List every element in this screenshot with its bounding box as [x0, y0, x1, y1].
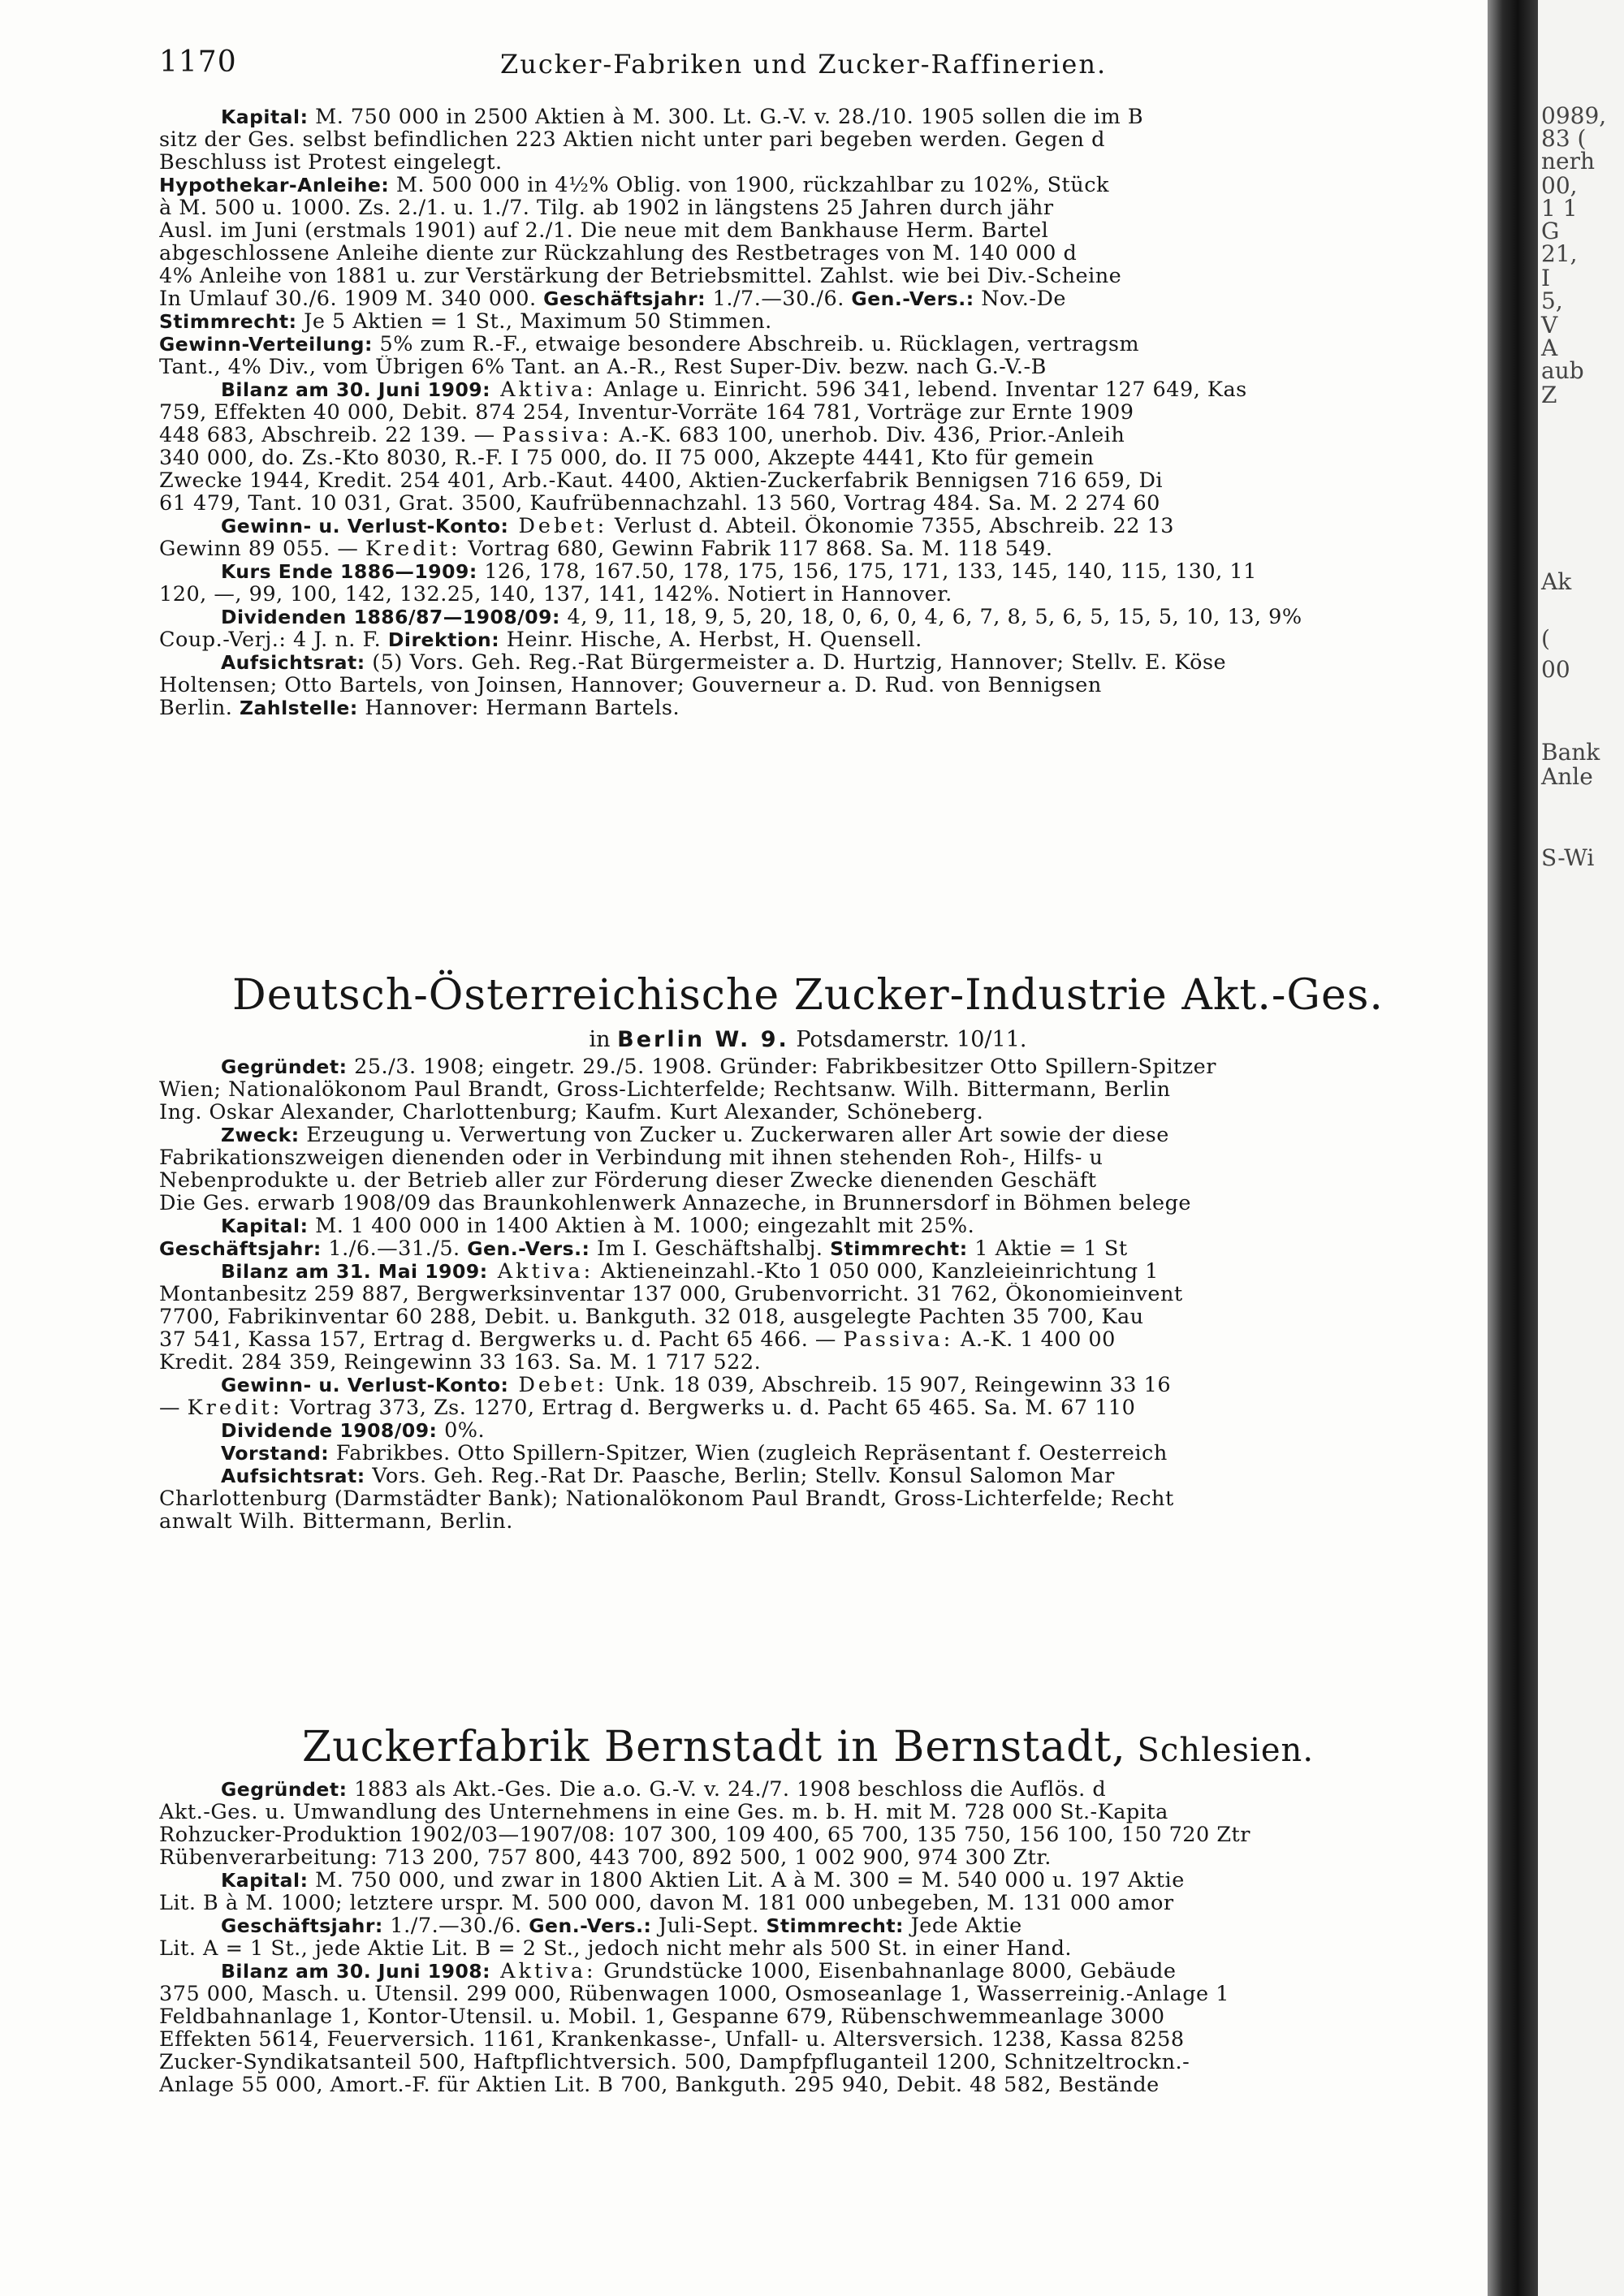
field-label: Gewinn- u. Verlust-Konto: — [221, 1374, 509, 1396]
text-line — [159, 378, 1457, 401]
line-text: A.-K. 1 400 00 — [953, 1328, 1116, 1351]
text-line — [159, 1442, 1457, 1465]
adjacent-page-fragment: Z — [1541, 382, 1557, 408]
field-label: Vorstand: — [221, 1442, 330, 1465]
company-title-location: Schlesien. — [1125, 1732, 1315, 1769]
company-title-deutsch-oesterreichische: Deutsch-Österreichische Zucker-Industrie Akt.-Ges. — [232, 971, 1384, 1020]
line-text: 25./3. 1908; eingetr. 29./5. 1908. Gründer: Fabrikbesitzer Otto Spillern-Spitzer — [347, 1055, 1216, 1078]
line-text: Verlust d. Abteil. Ökonomie 7355, Abschreib. 22 13 — [607, 515, 1175, 537]
text-line — [159, 651, 1457, 674]
line-text: Berlin. — [159, 697, 240, 719]
line-text: Rohzucker-Produktion 1902/03—1907/08: 107 300, 109 400, 65 700, 135 750, 156 100, 150 720 Ztr — [159, 1823, 1250, 1846]
adjacent-page-fragment: Bank — [1541, 739, 1600, 766]
field-label: Stimmrecht: — [159, 310, 297, 333]
field-label: Bilanz am 31. Mai 1909: — [221, 1260, 488, 1283]
text-line — [159, 606, 1457, 628]
field-label: Stimmrecht: — [830, 1237, 968, 1260]
address-prefix: in — [589, 1027, 618, 1052]
line-text: Jede Aktie — [903, 1914, 1022, 1937]
text-line — [159, 1960, 1457, 1983]
text-line — [159, 1283, 1457, 1306]
text-line — [159, 447, 1457, 469]
line-text: Zucker-Syndikatsanteil 500, Haftpflichtversich. 500, Dampfpfluganteil 1200, Schnitzeltrockn.- — [159, 2051, 1190, 2074]
line-text: 37 541, Kassa 157, Ertrag d. Bergwerks u. d. Pacht 65 466. — — [159, 1328, 844, 1351]
line-text: 126, 178, 167.50, 178, 175, 156, 175, 171, 133, 145, 140, 115, 130, 11 — [477, 560, 1257, 583]
text-line — [159, 1237, 1457, 1260]
field-label: Dividenden 1886/87—1908/09: — [221, 606, 560, 628]
spaced-label: Passiva: — [843, 1328, 954, 1351]
adjacent-page-fragment: 5, — [1541, 287, 1563, 314]
adjacent-page-fragment: I — [1541, 265, 1551, 291]
line-text: Heinr. Hische, A. Herbst, H. Quensell. — [499, 628, 922, 651]
text-line — [159, 1124, 1457, 1146]
line-text: Nov.-De — [974, 287, 1067, 310]
line-text: Hannover: Hermann Bartels. — [357, 697, 680, 719]
spaced-label: Aktiva: — [490, 1960, 597, 1983]
line-text: Ing. Oskar Alexander, Charlottenburg; Kaufm. Kurt Alexander, Schöneberg. — [159, 1101, 984, 1124]
text-line — [159, 1823, 1457, 1846]
text-line — [159, 1101, 1457, 1124]
line-text: — — [159, 1396, 188, 1419]
text-line — [159, 469, 1457, 492]
line-text: Vors. Geh. Reg.-Rat Dr. Paasche, Berlin; Stellv. Konsul Salomon Mar — [365, 1465, 1115, 1487]
text-line — [159, 1846, 1457, 1869]
text-line — [159, 1914, 1457, 1937]
book-gutter — [1488, 0, 1538, 2296]
text-line — [159, 1351, 1457, 1374]
field-label: Aufsichtsrat: — [221, 651, 365, 674]
text-line — [159, 1465, 1457, 1487]
line-text: Feldbahnanlage 1, Kontor-Utensil. u. Mobil. 1, Gespanne 679, Rübenschwemmeanlage 3000 — [159, 2005, 1165, 2028]
adjacent-page-fragment: V — [1541, 312, 1558, 339]
line-text: 5% zum R.-F., etwaige besondere Abschreib. u. Rücklagen, vertragsm — [372, 333, 1140, 356]
text-line — [159, 515, 1457, 537]
field-label: Gen.-Vers.: — [851, 287, 974, 310]
field-label: Geschäftsjahr: — [159, 1237, 322, 1260]
field-label: Gen.-Vers.: — [529, 1914, 652, 1937]
line-text: Wien; Nationalökonom Paul Brandt, Gross-Lichterfelde; Rechtsanw. Wilh. Bittermann, Berlin — [159, 1078, 1171, 1101]
text-line — [159, 560, 1457, 583]
line-text: 1./7.—30./6. — [382, 1914, 529, 1937]
spaced-label: Kredit: — [365, 537, 461, 560]
adjacent-page-fragment: nerh — [1541, 148, 1596, 175]
page-header — [159, 45, 1458, 86]
line-text: Anlage 55 000, Amort.-F. für Aktien Lit. B 700, Bankguth. 295 940, Debit. 48 582, Bestände — [159, 2074, 1160, 2096]
text-line — [159, 1260, 1457, 1283]
adjacent-page-fragment: ( — [1541, 625, 1550, 652]
text-line — [159, 1306, 1457, 1328]
line-text: 120, —, 99, 100, 142, 132.25, 140, 137, 141, 142%. Notiert in Hannover. — [159, 583, 952, 606]
text-line — [159, 1078, 1457, 1101]
adjacent-page-fragment: G — [1541, 218, 1560, 244]
line-text: M. 750 000 in 2500 Aktien à M. 300. Lt. G.-V. v. 28./10. 1905 sollen die im B — [308, 106, 1144, 128]
text-line — [159, 492, 1457, 515]
line-text: 340 000, do. Zs.-Kto 8030, R.-F. I 75 000, do. II 75 000, Akzepte 4441, Kto für gemein — [159, 447, 1095, 469]
line-text: Fabrikationszweigen dienenden oder in Verbindung mit ihnen stehenden Roh-, Hilfs- u — [159, 1146, 1104, 1169]
text-line — [159, 1937, 1457, 1960]
line-text: Akt.-Ges. u. Umwandlung des Unternehmens in eine Ges. m. b. H. mit M. 728 000 St.-Kapita — [159, 1801, 1168, 1823]
running-title: Zucker-Fabriken und Zucker-Raffinerien. — [500, 49, 1108, 80]
text-line — [159, 628, 1457, 651]
text-line — [159, 333, 1457, 356]
text-line — [159, 128, 1457, 151]
spaced-label: Passiva: — [502, 424, 612, 447]
adjacent-page-fragment: 00 — [1541, 656, 1570, 683]
line-text: Anlage u. Einricht. 596 341, lebend. Inventar 127 649, Kas — [596, 378, 1247, 401]
section-zuckerfabrik-bernstadt — [159, 1778, 1457, 2096]
field-label: Zweck: — [221, 1124, 300, 1146]
line-text: Ausl. im Juni (erstmals 1901) auf 2./1. Die neue mit dem Bankhause Herm. Bartel — [159, 219, 1049, 242]
adjacent-page-fragment: 21, — [1541, 240, 1578, 267]
line-text: Juli-Sept. — [651, 1914, 767, 1937]
line-text: 0%. — [437, 1419, 486, 1442]
field-label: Bilanz am 30. Juni 1908: — [221, 1960, 491, 1983]
text-line — [159, 174, 1457, 196]
spaced-label: Debet: — [508, 515, 608, 537]
field-label: Aufsichtsrat: — [221, 1465, 365, 1487]
line-text: M. 500 000 in 4½% Oblig. von 1900, rückzahlbar zu 102%, Stück — [389, 174, 1109, 196]
text-line — [159, 1328, 1457, 1351]
line-text: 1 Aktie = 1 St — [967, 1237, 1128, 1260]
line-text: 61 479, Tant. 10 031, Grat. 3500, Kaufrübennachzahl. 13 560, Vortrag 484. Sa. M. 2 274 60 — [159, 492, 1160, 515]
text-line — [159, 2005, 1457, 2028]
text-line — [159, 424, 1457, 447]
line-text: 7700, Fabrikinventar 60 288, Debit. u. Bankguth. 32 018, ausgelegte Pachten 35 700, Kau — [159, 1306, 1144, 1328]
line-text: abgeschlossene Anleihe diente zur Rückzahlung des Restbetrages von M. 140 000 d — [159, 242, 1078, 265]
spaced-label: Kredit: — [187, 1396, 283, 1419]
text-line — [159, 1510, 1457, 1533]
line-text: Je 5 Aktien = 1 St., Maximum 50 Stimmen. — [296, 310, 772, 333]
line-text: Aktieneinzahl.-Kto 1 050 000, Kanzleieinrichtung 1 — [594, 1260, 1159, 1283]
company-title-main: Zuckerfabrik Bernstadt in Bernstadt, — [301, 1723, 1126, 1772]
text-line — [159, 2051, 1457, 2074]
line-text: Effekten 5614, Feuerversich. 1161, Krankenkasse-, Unfall- u. Altersversich. 1238, Kassa 8258 — [159, 2028, 1185, 2051]
adjacent-page-fragment: 00, — [1541, 172, 1578, 199]
text-line — [159, 1892, 1457, 1914]
line-text: Tant., 4% Div., vom Übrigen 6% Tant. an A.-R., Rest Super-Div. bezw. nach G.-V.-B — [159, 356, 1047, 378]
line-text: A.-K. 683 100, unerhob. Div. 436, Prior.-Anleih — [611, 424, 1125, 447]
spaced-label: Debet: — [508, 1374, 608, 1396]
text-line — [159, 1801, 1457, 1823]
spaced-label: Aktiva: — [487, 1260, 594, 1283]
field-label: Kapital: — [221, 1869, 309, 1892]
line-text: Lit. B à M. 1000; letztere urspr. M. 500 000, davon M. 181 000 unbegeben, M. 131 000 amor — [159, 1892, 1174, 1914]
text-line — [159, 1778, 1457, 1801]
field-label: Zahlstelle: — [239, 697, 358, 719]
adjacent-page-edge — [1538, 0, 1624, 2296]
line-text: 375 000, Masch. u. Utensil. 299 000, Rübenwagen 1000, Osmoseanlage 1, Wasserreinig.-Anlage 1 — [159, 1983, 1229, 2005]
text-line — [159, 196, 1457, 219]
line-text: Charlottenburg (Darmstädter Bank); Nationalökonom Paul Brandt, Gross-Lichterfelde; Recht — [159, 1487, 1174, 1510]
text-line — [159, 265, 1457, 287]
adjacent-page-fragment: Anle — [1541, 763, 1593, 790]
section-deutsch-oesterreichische — [159, 1055, 1457, 1533]
text-line — [159, 2028, 1457, 2051]
text-line — [159, 287, 1457, 310]
line-text: Erzeugung u. Verwertung von Zucker u. Zuckerwaren aller Art sowie der diese — [299, 1124, 1169, 1146]
text-line — [159, 1215, 1457, 1237]
line-text: à M. 500 u. 1000. Zs. 2./1. u. 1./7. Tilg. ab 1902 in längstens 25 Jahren durch jähr — [159, 196, 1054, 219]
field-label: Kurs Ende 1886—1909: — [221, 560, 477, 583]
line-text: In Umlauf 30./6. 1909 M. 340 000. — [159, 287, 544, 310]
section-previous-company-continued — [159, 106, 1457, 719]
address-street: Potsdamerstr. 10/11. — [788, 1027, 1027, 1052]
text-line — [159, 1869, 1457, 1892]
text-line — [159, 537, 1457, 560]
line-text: Fabrikbes. Otto Spillern-Spitzer, Wien (zugleich Repräsentant f. Oesterreich — [329, 1442, 1168, 1465]
field-label: Geschäftsjahr: — [543, 287, 706, 310]
text-line — [159, 151, 1457, 174]
line-text: Lit. A = 1 St., jede Aktie Lit. B = 2 St., jedoch nicht mehr als 500 St. in einer Hand. — [159, 1937, 1073, 1960]
field-label: Gewinn- u. Verlust-Konto: — [221, 515, 509, 537]
field-label: Kapital: — [221, 106, 309, 128]
adjacent-page-fragment: 83 ( — [1541, 125, 1587, 152]
line-text: 448 683, Abschreib. 22 139. — — [159, 424, 503, 447]
field-label: Dividende 1908/09: — [221, 1419, 438, 1442]
text-line — [159, 106, 1457, 128]
text-line — [159, 1146, 1457, 1169]
company-address-deutsch-oesterreichische — [159, 1028, 1457, 1052]
spaced-label: Aktiva: — [490, 378, 597, 401]
text-line — [159, 356, 1457, 378]
page-number: 1170 — [159, 45, 237, 79]
company-title-zuckerfabrik-bernstadt — [159, 1723, 1457, 1775]
text-line — [159, 1169, 1457, 1192]
field-label: Bilanz am 30. Juni 1909: — [221, 378, 491, 401]
line-text: Kredit. 284 359, Reingewinn 33 163. Sa. M. 1 717 522. — [159, 1351, 762, 1374]
line-text: Nebenprodukte u. der Betrieb aller zur Förderung dieser Zwecke dienenden Geschäft — [159, 1169, 1097, 1192]
adjacent-page-fragment: A — [1541, 334, 1558, 361]
text-line — [159, 1487, 1457, 1510]
field-label: Gegründet: — [221, 1055, 348, 1078]
field-label: Hypothekar-Anleihe: — [159, 174, 390, 196]
line-text: Die Ges. erwarb 1908/09 das Braunkohlenwerk Annazeche, in Brunnersdorf in Böhmen belege — [159, 1192, 1192, 1215]
field-label: Stimmrecht: — [766, 1914, 904, 1937]
text-line — [159, 1983, 1457, 2005]
line-text: Vortrag 680, Gewinn Fabrik 117 868. Sa. M. 118 549. — [460, 537, 1053, 560]
line-text: 1./6.—31./5. — [321, 1237, 468, 1260]
line-text: M. 750 000, und zwar in 1800 Aktien Lit. A à M. 300 = M. 540 000 u. 197 Aktie — [308, 1869, 1185, 1892]
text-line — [159, 219, 1457, 242]
field-label: Gegründet: — [221, 1778, 348, 1801]
line-text: M. 1 400 000 in 1400 Aktien à M. 1000; eingezahlt mit 25%. — [308, 1215, 975, 1237]
line-text: 4, 9, 11, 18, 9, 5, 20, 18, 0, 6, 0, 4, 6, 7, 8, 5, 6, 5, 15, 5, 10, 13, 9% — [559, 606, 1302, 628]
line-text: Unk. 18 039, Abschreib. 15 907, Reingewinn 33 16 — [607, 1374, 1172, 1396]
text-line — [159, 1192, 1457, 1215]
text-line — [159, 1374, 1457, 1396]
line-text: 1883 als Akt.-Ges. Die a.o. G.-V. v. 24./7. 1908 beschloss die Auflös. d — [347, 1778, 1107, 1801]
line-text: Grundstücke 1000, Eisenbahnanlage 8000, Gebäude — [596, 1960, 1177, 1983]
field-label: Direktion: — [387, 628, 500, 651]
text-line — [159, 674, 1457, 697]
adjacent-page-fragment: 0989, — [1541, 102, 1607, 129]
text-line — [159, 697, 1457, 719]
text-line — [159, 310, 1457, 333]
field-label: Gen.-Vers.: — [467, 1237, 590, 1260]
line-text: 1./7.—30./6. — [705, 287, 852, 310]
field-label: Gewinn-Verteilung: — [159, 333, 373, 356]
text-line — [159, 1055, 1457, 1078]
adjacent-page-fragment: S-Wi — [1541, 844, 1595, 871]
adjacent-page-fragment: aub — [1541, 357, 1584, 384]
text-line — [159, 2074, 1457, 2096]
field-label: Geschäftsjahr: — [221, 1914, 383, 1937]
line-text: 4% Anleihe von 1881 u. zur Verstärkung der Betriebsmittel. Zahlst. wie bei Div.-Scheine — [159, 265, 1122, 287]
line-text: Beschluss ist Protest eingelegt. — [159, 151, 503, 174]
line-text: Coup.-Verj.: 4 J. n. F. — [159, 628, 388, 651]
line-text: Rübenverarbeitung: 713 200, 757 800, 443 700, 892 500, 1 002 900, 974 300 Ztr. — [159, 1846, 1052, 1869]
line-text: Holtensen; Otto Bartels, von Joinsen, Hannover; Gouverneur a. D. Rud. von Bennigsen — [159, 674, 1102, 697]
adjacent-page-fragment: 1 1 — [1541, 195, 1578, 222]
text-line — [159, 1419, 1457, 1442]
line-text: sitz der Ges. selbst befindlichen 223 Aktien nicht unter pari begeben werden. Gegen d — [159, 128, 1105, 151]
line-text: anwalt Wilh. Bittermann, Berlin. — [159, 1510, 513, 1533]
text-line — [159, 1396, 1457, 1419]
text-line — [159, 242, 1457, 265]
line-text: 759, Effekten 40 000, Debit. 874 254, Inventur-Vorräte 164 781, Vorträge zur Ernte 1909 — [159, 401, 1134, 424]
line-text: Zwecke 1944, Kredit. 254 401, Arb.-Kaut. 4400, Aktien-Zuckerfabrik Bennigsen 716 659, Di — [159, 469, 1164, 492]
line-text: Vortrag 373, Zs. 1270, Ertrag d. Bergwerks u. d. Pacht 65 465. Sa. M. 67 110 — [283, 1396, 1136, 1419]
line-text: Gewinn 89 055. — — [159, 537, 365, 560]
line-text: Montanbesitz 259 887, Bergwerksinventar 137 000, Grubenvorricht. 31 762, Ökonomieinvent — [159, 1283, 1183, 1306]
line-text: Im I. Geschäftshalbj. — [590, 1237, 831, 1260]
text-line — [159, 401, 1457, 424]
adjacent-page-fragment: Ak — [1541, 568, 1572, 595]
field-label: Kapital: — [221, 1215, 309, 1237]
address-city: Berlin W. 9. — [617, 1027, 789, 1052]
line-text: (5) Vors. Geh. Reg.-Rat Bürgermeister a. D. Hurtzig, Hannover; Stellv. E. Köse — [365, 651, 1227, 674]
text-line — [159, 583, 1457, 606]
